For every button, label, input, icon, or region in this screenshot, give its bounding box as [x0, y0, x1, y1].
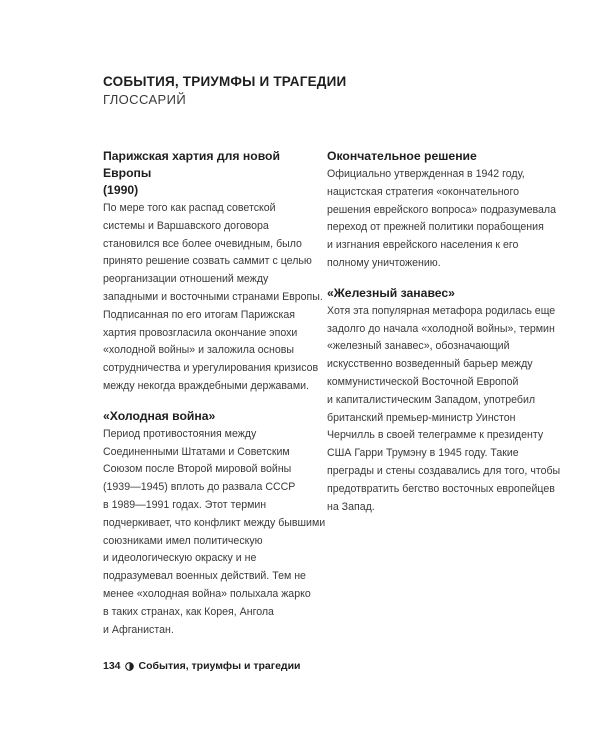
definition-line: нацистская стратегия «окончательного — [327, 185, 519, 198]
definition-line: Период противостояния между — [103, 427, 257, 440]
definition-line: По мере того как распад советской — [103, 202, 276, 214]
definition-line: переход от прежней политики порабощения — [327, 221, 544, 234]
definition-line: предотвратить бегство восточных европейцев — [327, 482, 555, 495]
definition-line: британский премьер-министр Уинстон — [327, 411, 516, 424]
footer-running-title: События, триумфы и трагедии — [138, 660, 301, 672]
definition-line: задолго до начала «холодной войны», термин — [327, 322, 555, 335]
definition-line: Официально утвержденная в 1942 году, — [327, 168, 525, 180]
definition-line: и Афганистан. — [103, 623, 174, 636]
definition-line: Соединенными Штатами и Советским — [103, 445, 290, 458]
glossary-term — [327, 285, 547, 302]
glossary-entry — [103, 408, 326, 640]
page-footer — [103, 660, 301, 672]
glossary-entry — [327, 148, 557, 273]
definition-line: США Гарри Трумэну в 1945 году. Такие — [327, 447, 519, 460]
definition-line: в таких странах, как Корея, Ангола — [103, 605, 274, 618]
definition-line: системы и Варшавского договора — [103, 219, 269, 232]
glossary-definition — [327, 303, 561, 517]
definition-line: и идеологическую окраску и не — [103, 552, 257, 565]
glossary-term — [327, 148, 547, 165]
half-circle-icon — [125, 662, 134, 671]
definition-line: «холодной войны» и заложила основы — [103, 344, 294, 357]
definition-line: коммунистической Восточной Европой — [327, 375, 519, 388]
definition-line: подразумевал военных действий. Тем не — [103, 570, 306, 583]
definition-line: союзниками имел политическую — [103, 534, 263, 547]
glossary-term — [103, 408, 308, 425]
definition-line: полному уничтожению. — [327, 256, 441, 269]
definition-line: и капиталистическим Западом, употребил — [327, 393, 536, 406]
definition-line: (1939—1945) вплоть до развала СССР — [103, 481, 296, 494]
glossary-term-line: Окончательное решение — [327, 149, 477, 163]
glossary-definition — [103, 200, 323, 396]
glossary-term-line: (1990) — [103, 183, 139, 197]
definition-line: реорганизации отношений между — [103, 273, 269, 286]
definition-line: западными и восточными странами Европы. — [103, 290, 323, 303]
glossary-definition — [327, 166, 557, 273]
definition-line: и изгнания еврейского населения к его — [327, 239, 519, 252]
definition-line: искусственно возведенный барьер между — [327, 358, 533, 371]
chapter-title: СОБЫТИЯ, ТРИУМФЫ И ТРАГЕДИИ — [103, 74, 347, 89]
definition-line: Черчилль в своей телеграмме к президенту — [327, 429, 544, 442]
glossary-term-line: «Железный занавес» — [327, 285, 455, 300]
definition-line: подчеркивает, что конфликт между бывшими — [103, 516, 326, 529]
definition-line: Подписанная по его итогам Парижская — [103, 308, 295, 321]
definition-line: принято решение созвать саммит с целью — [103, 255, 312, 268]
glossary-definition — [103, 426, 326, 640]
definition-line: Союзом после Второй мировой войны — [103, 463, 292, 476]
glossary-column-right — [327, 148, 561, 528]
glossary-entry — [103, 148, 323, 396]
definition-line: решения еврейского вопроса» подразумевала — [327, 203, 557, 216]
glossary-entry — [327, 285, 561, 517]
glossary-column-left — [103, 148, 326, 651]
glossary-term — [103, 148, 308, 199]
glossary-term-line: Парижская хартия для новой Европы — [103, 149, 280, 180]
definition-line: «железный занавес», обозначающий — [327, 340, 510, 353]
section-subtitle: ГЛОССАРИЙ — [103, 92, 187, 107]
definition-line: преграды и стены создавались для того, чтобы — [327, 464, 561, 477]
definition-line: в 1989—1991 годах. Этот термин — [103, 498, 267, 511]
definition-line: сотрудничества и урегулирования кризисов — [103, 362, 319, 375]
definition-line: хартия провозгласила окончание эпохи — [103, 326, 298, 339]
definition-line: Хотя эта популярная метафора родилась еще — [327, 304, 556, 317]
definition-line: становился все более очевидным, было — [103, 237, 302, 250]
definition-line: между некогда враждебными державами. — [103, 379, 309, 392]
page-number: 134 — [103, 660, 121, 672]
definition-line: на Запад. — [327, 500, 375, 513]
definition-line: менее «холодная война» полыхала жарко — [103, 587, 311, 600]
page-header — [103, 73, 346, 109]
glossary-term-line: «Холодная война» — [103, 408, 216, 423]
